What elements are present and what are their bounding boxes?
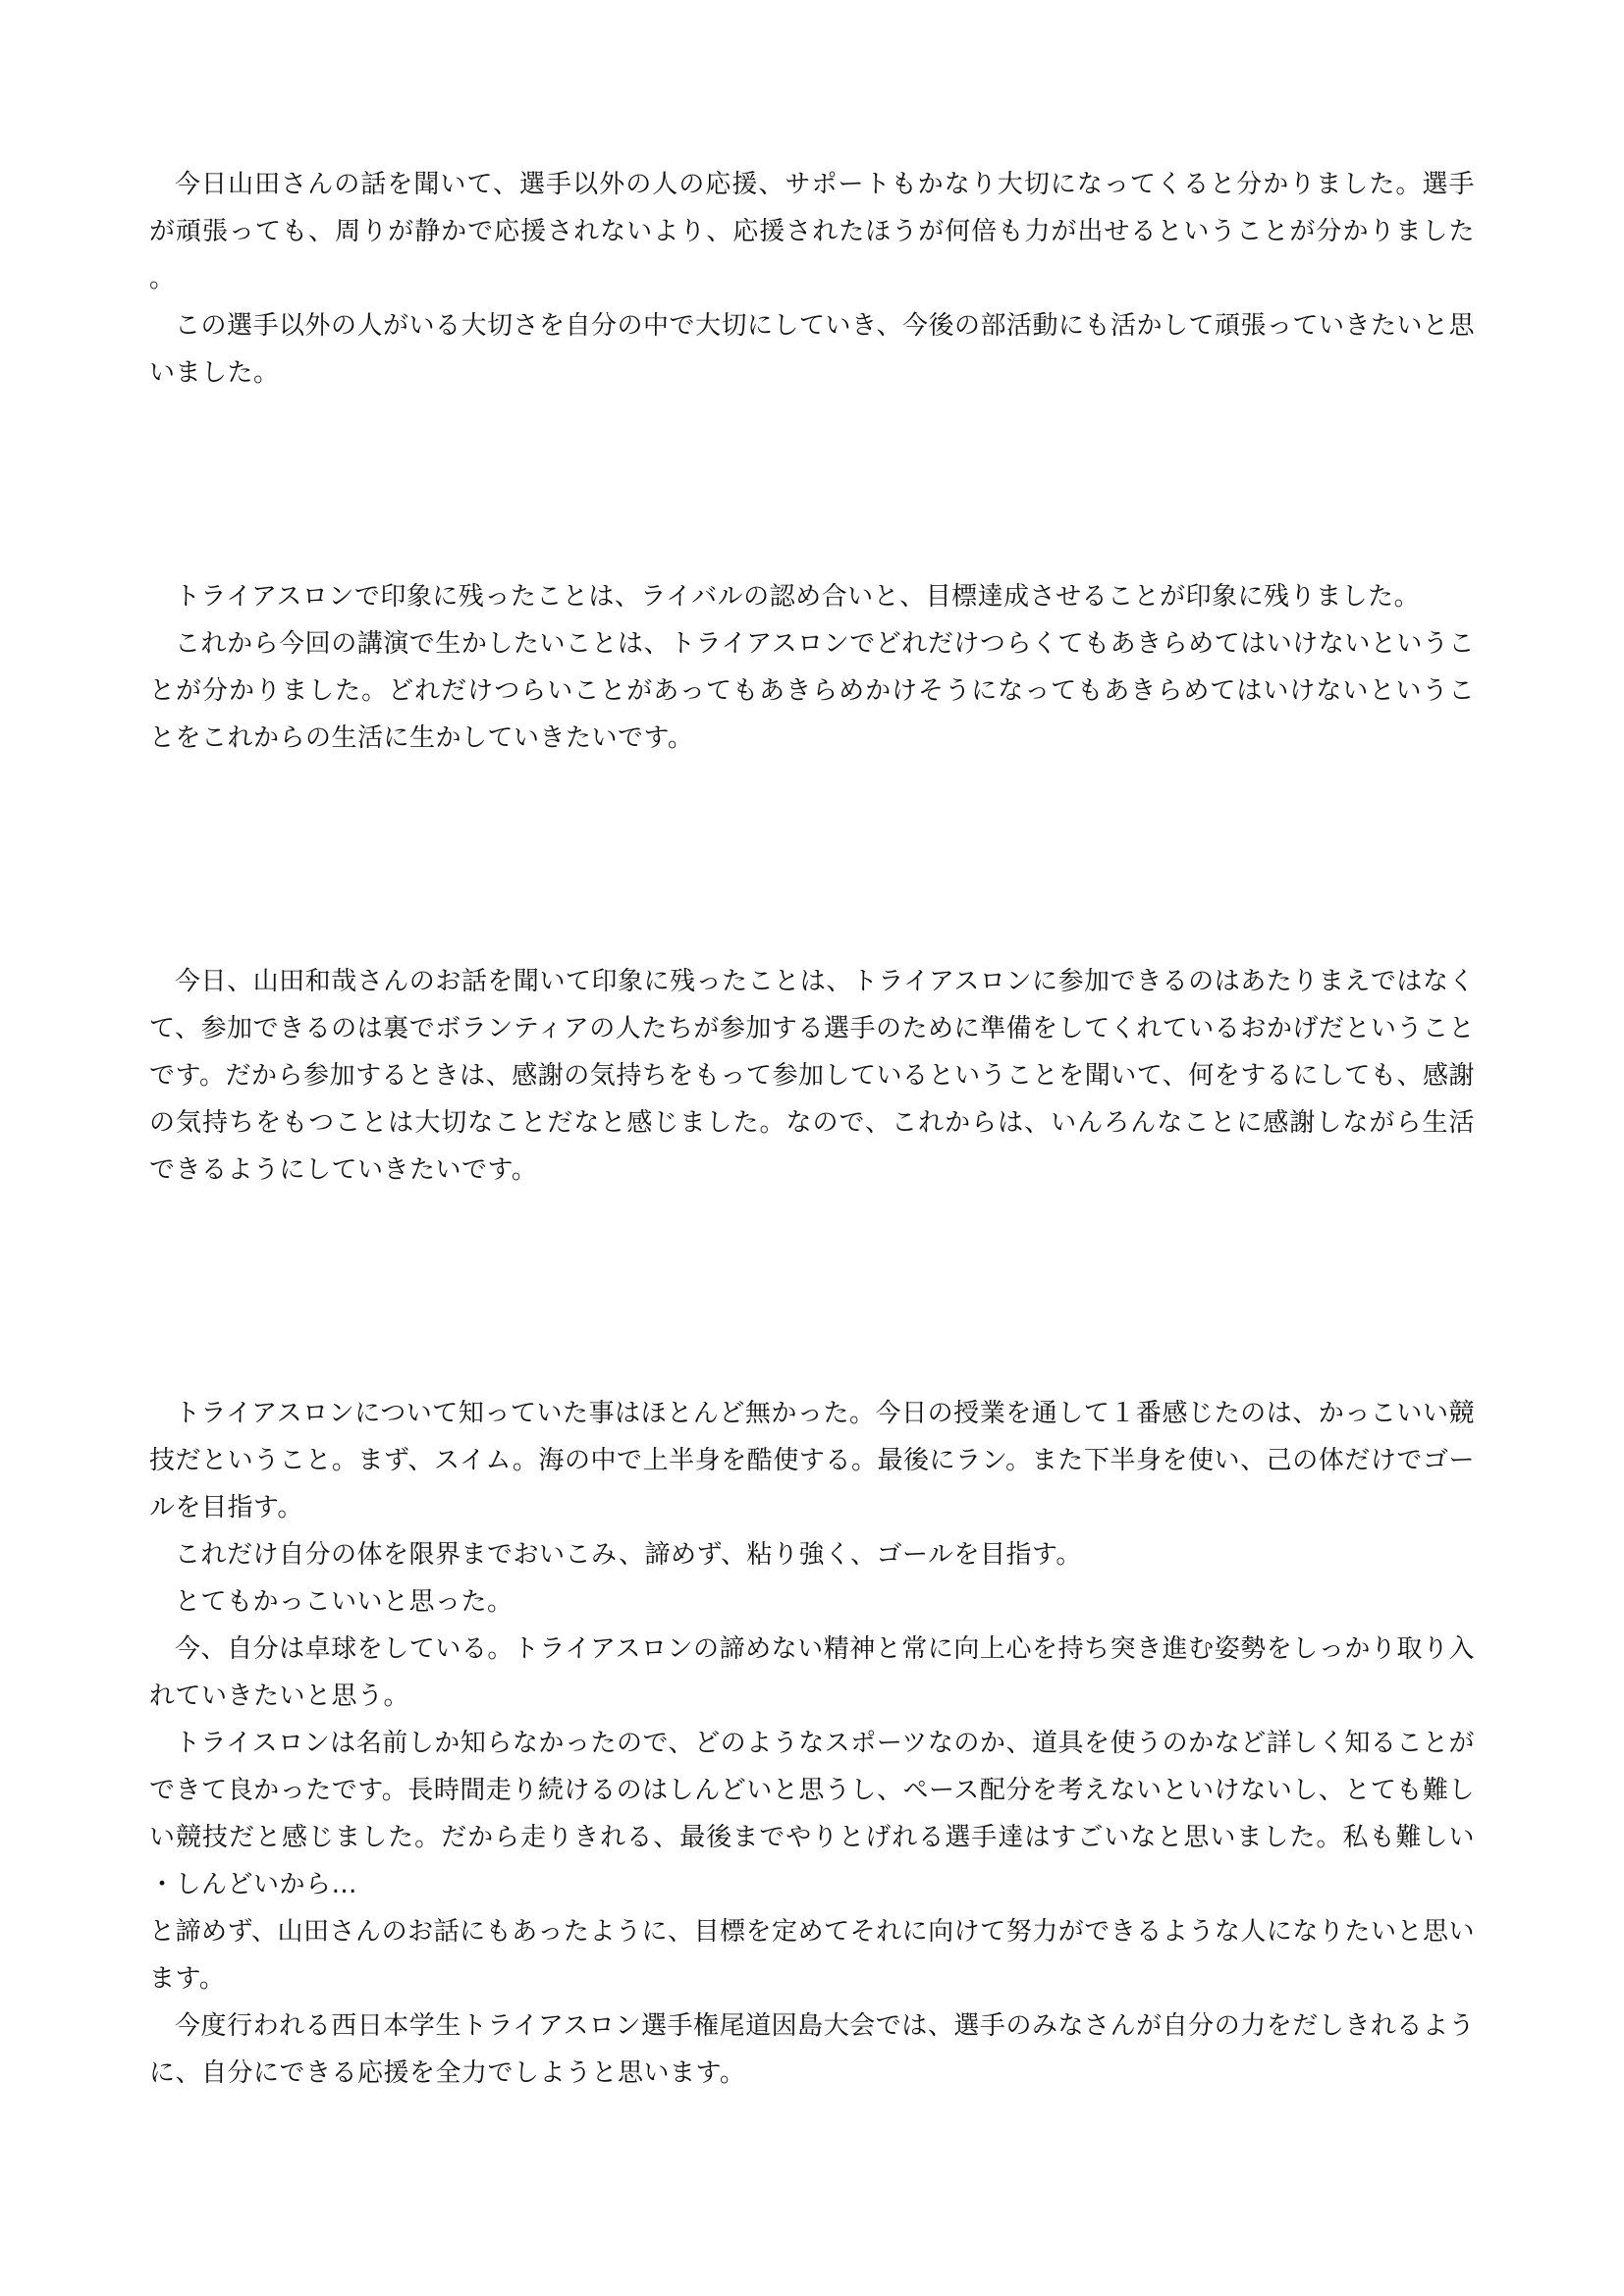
comment-section-3 <box>149 958 1475 1194</box>
section-spacer <box>149 1194 1475 1390</box>
paragraph: この選手以外の人がいる大切さを自分の中で大切にしていき、今後の部活動にも活かして頑張っていきたいと思いました。 <box>149 311 1475 388</box>
paragraph: これだけ自分の体を限界までおいこみ、諦めず、粘り強く、ゴールを目指す。 <box>175 1540 1082 1570</box>
comment-section-1 <box>149 161 1475 397</box>
paragraph: と諦めず、山田さんのお話にもあったように、目標を定めてそれに向けて努力ができるような人になりたいと思います。 <box>149 1917 1475 1994</box>
comment-section-4 <box>149 1390 1475 2097</box>
paragraph: 今度行われる西日本学生トライアスロン選手権尾道因島大会では、選手のみなさんが自分の力をだしきれるように、自分にできる応援を全力でしようと思います。 <box>149 2011 1475 2088</box>
paragraph: トライスロンは名前しか知らなかったので、どのようなスポーツなのか、道具を使うのかなど詳しく知ることができて良かったです。長時間走り続けるのはしんどいと思うし、ペース配分を考えないといけないし、とても難しい競技だと感じました。だから走りきれる、最後までやりとげれる選手達はすごいなと思いました。私も難しい・しんどいから… <box>149 1729 1475 1899</box>
paragraph: トライアスロンで印象に残ったことは、ライバルの認め合いと、目標達成させることが印象に残りました。 <box>175 582 1421 612</box>
section-spacer <box>149 762 1475 958</box>
paragraph: 今、自分は卓球をしている。トライアスロンの諦めない精神と常に向上心を持ち突き進む姿勢をしっかり取り入れていきたいと思う。 <box>149 1634 1475 1711</box>
paragraph: これから今回の講演で生かしたいことは、トライアスロンでどれだけつらくてもあきらめてはいけないということが分かりました。どれだけつらいことがあってもあきらめかけそうになってもあきらめてはいけないということをこれからの生活に生かしていきたいです。 <box>149 629 1475 753</box>
paragraph: 今日、山田和哉さんのお話を聞いて印象に残ったことは、トライアスロンに参加できるのはあたりまえではなくて、参加できるのは裏でボランティアの人たちが参加する選手のために準備をしてくれているおかげだということです。だから参加するときは、感謝の気持ちをもって参加しているということを聞いて、何をするにしても、感謝の気持ちをもつことは大切なことだなと感じました。なので、これからは、いんろんなことに感謝しながら生活できるようにしていきたいです。 <box>149 967 1475 1185</box>
paragraph: とてもかっこいいと思った。 <box>175 1587 514 1617</box>
section-spacer <box>149 397 1475 573</box>
comment-section-2 <box>149 573 1475 762</box>
document-page <box>149 161 1475 2097</box>
paragraph: トライアスロンについて知っていた事はほとんど無かった。今日の授業を通して１番感じたのは、かっこいい競技だということ。まず、スイム。海の中で上半身を酷使する。最後にラン。また下半身を使い、己の体だけでゴールを目指す。 <box>149 1399 1475 1522</box>
paragraph: 今日山田さんの話を聞いて、選手以外の人の応援、サポートもかなり大切になってくると分かりました。選手が頑張っても、周りが静かで応援されないより、応援されたほうが何倍も力が出せるということが分かりました。 <box>149 170 1475 294</box>
